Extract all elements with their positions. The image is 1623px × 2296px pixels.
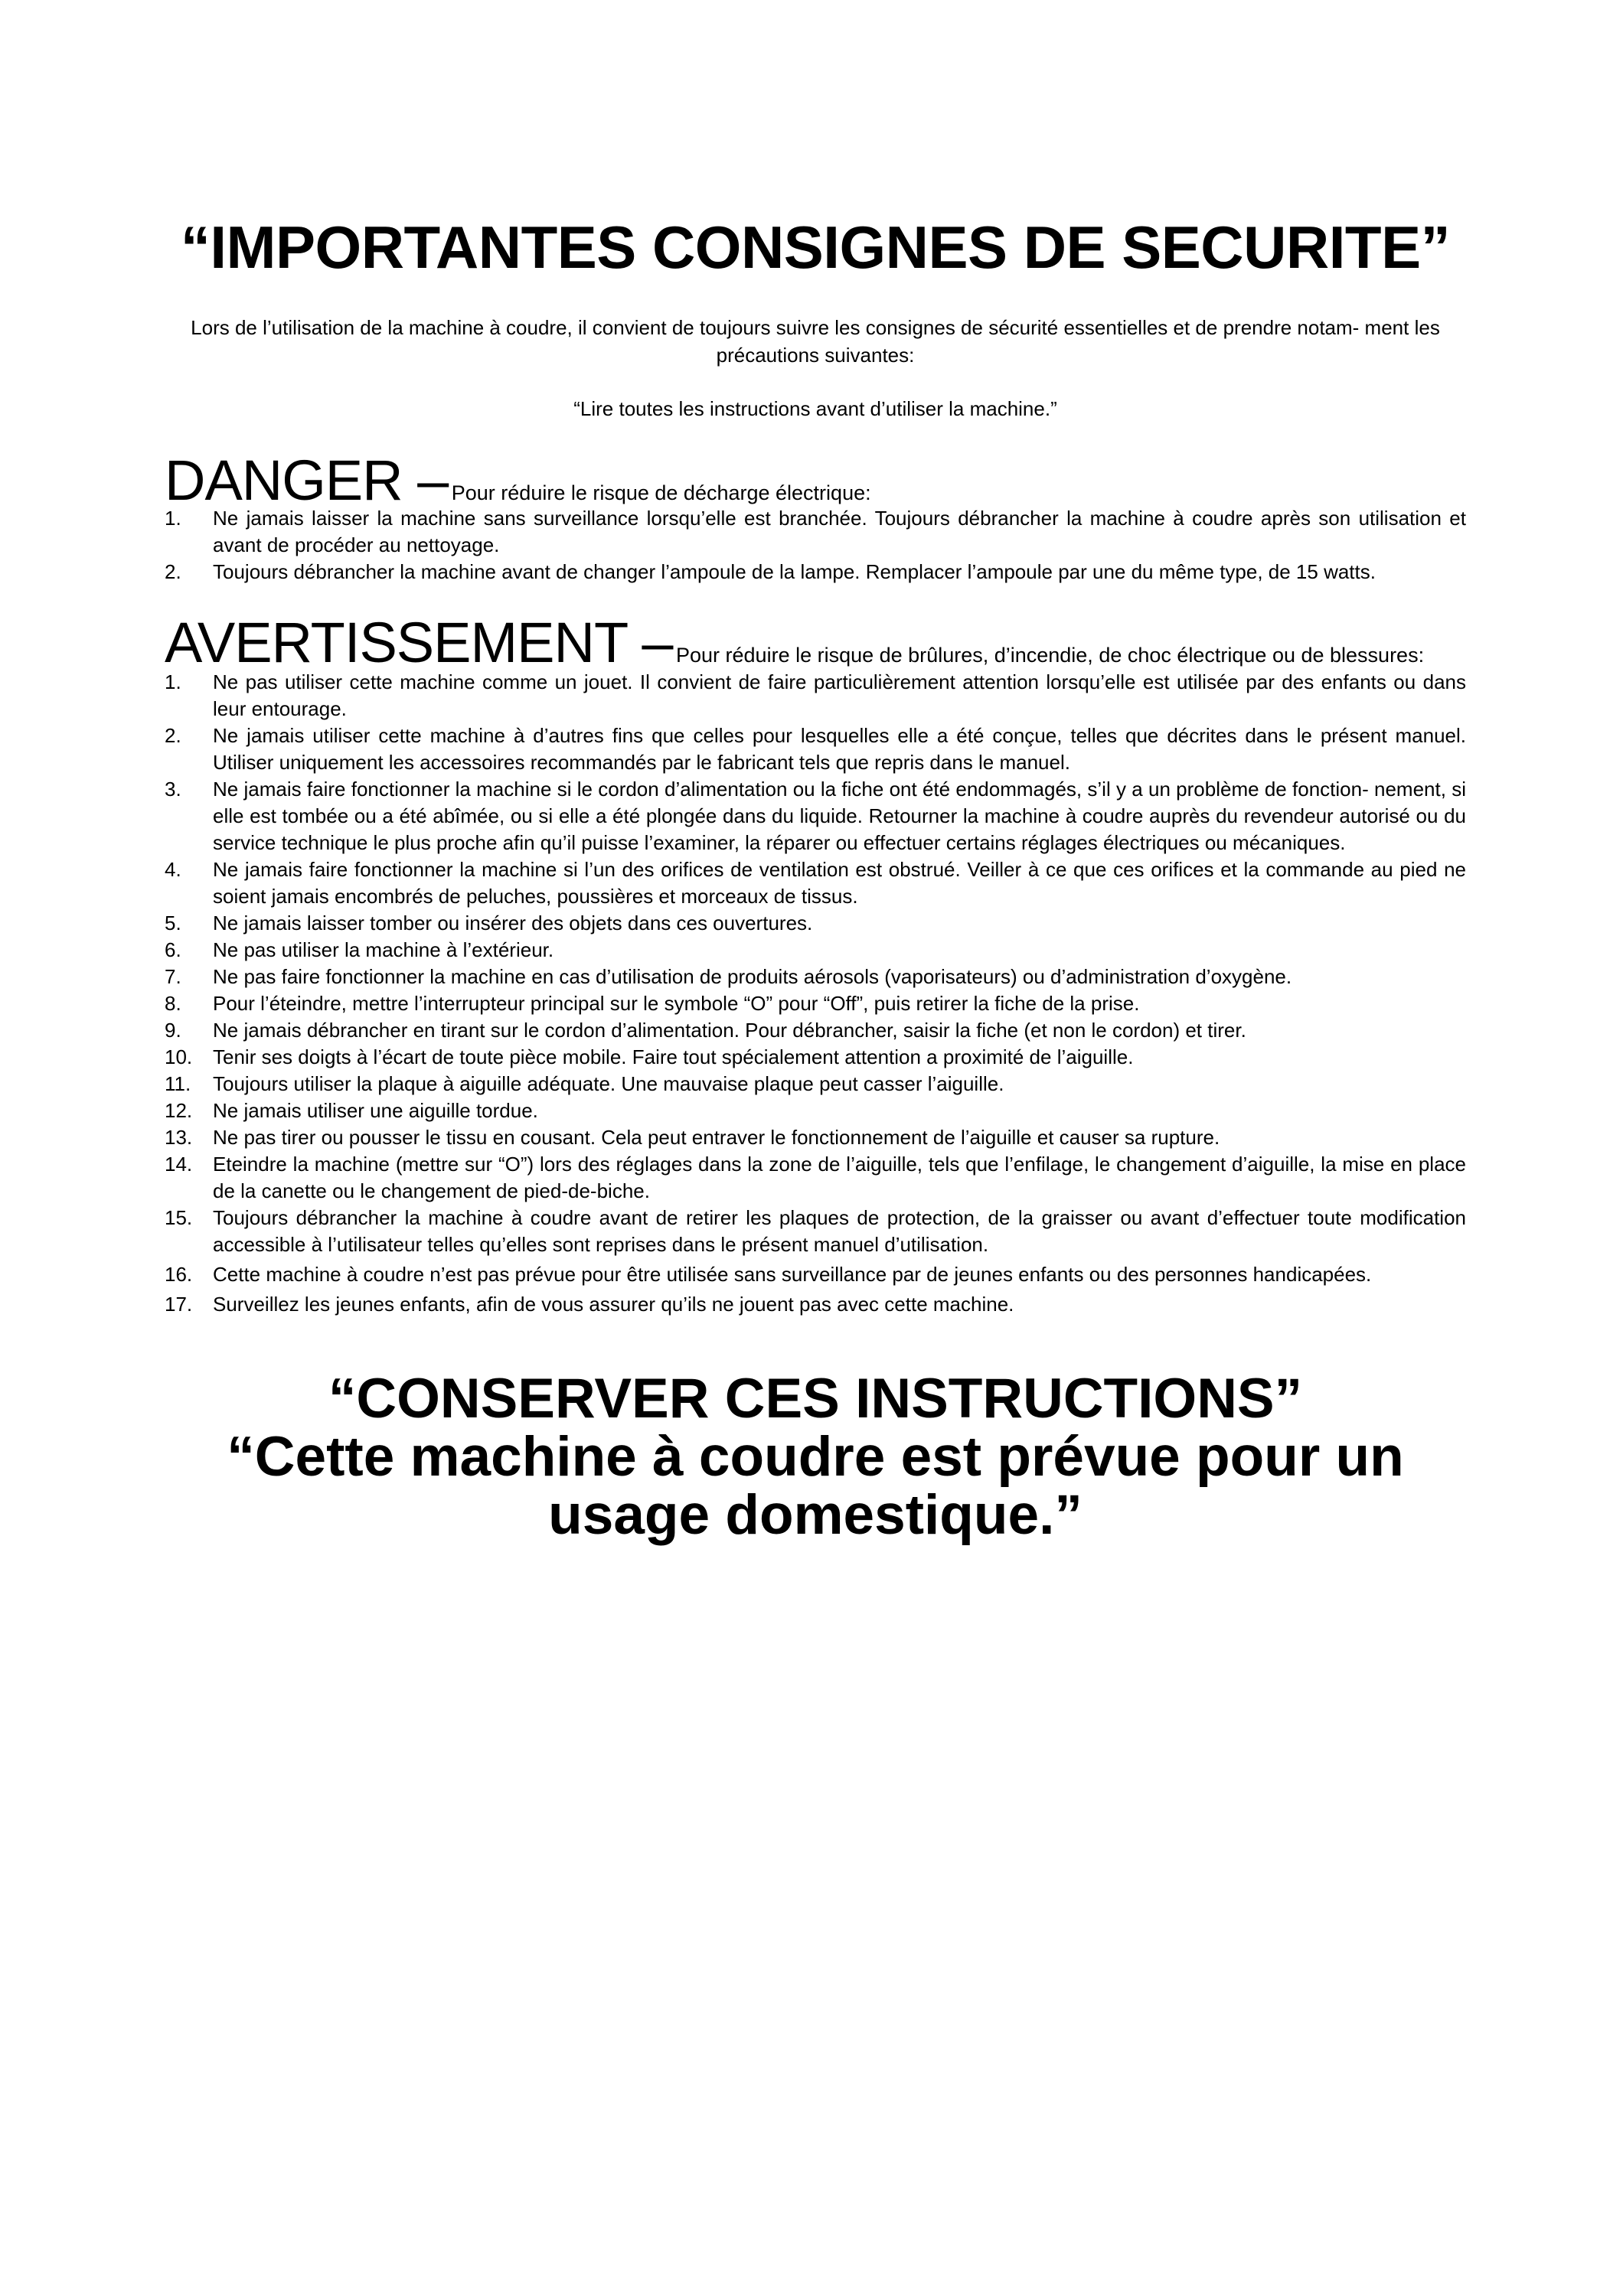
list-item-text: Pour l’éteindre, mettre l’interrupteur principal sur le symbole “O” pour “Off”, puis retirer la fiche de la prise. (213, 992, 1140, 1015)
page-title: “IMPORTANTES CONSIGNES DE SECURITE” (180, 214, 1451, 281)
danger-list (165, 505, 1466, 585)
avertissement-subtitle: Pour réduire le risque de brûlures, d’incendie, de choc électrique ou de blessures: (676, 644, 1425, 667)
list-item-text: Ne pas utiliser cette machine comme un jouet. Il convient de faire particulièrement attention lorsqu’elle est utilisée par des enfants ou dans leur entourage. (213, 670, 1466, 720)
list-item-text: Toujours débrancher la machine avant de changer l’ampoule de la lampe. Remplacer l’ampoule par une du même type, de 15 watts. (213, 560, 1376, 583)
list-item (165, 669, 1466, 722)
list-item (165, 964, 1466, 990)
list-item-number: 7. (165, 965, 181, 988)
list-item-text: Ne jamais laisser tomber ou insérer des objets dans ces ouvertures. (213, 912, 813, 934)
list-item-text: Ne jamais utiliser une aiguille tordue. (213, 1099, 538, 1122)
list-item (165, 776, 1466, 856)
list-item-number: 11. (165, 1072, 191, 1095)
list-item-number: 5. (165, 912, 181, 934)
list-item (165, 990, 1466, 1017)
avertissement-heading (165, 612, 1466, 673)
list-item (165, 1097, 1466, 1124)
list-item-number: 2. (165, 724, 181, 747)
list-item (165, 722, 1466, 776)
list-item-text: Ne jamais faire fonctionner la machine si l’un des orifices de ventilation est obstrué. Veiller à ce que ces orifices et la commande au pied ne soient jamais encombrés de peluches, poussières et morceaux de tissus. (213, 858, 1466, 908)
list-item-number: 4. (165, 858, 181, 881)
list-item (165, 1291, 1466, 1318)
list-item-number: 13. (165, 1126, 193, 1149)
list-item-text: Ne jamais laisser la machine sans surveillance lorsqu’elle est branchée. Toujours débrancher la machine à coudre après son utilisation et avant de procéder au nettoyage. (213, 507, 1466, 556)
avertissement-list (165, 669, 1466, 1318)
list-item-text: Surveillez les jeunes enfants, afin de vous assurer qu’ils ne jouent pas avec cette machine. (213, 1293, 1014, 1316)
list-item (165, 1071, 1466, 1097)
read-instructions-line: “Lire toutes les instructions avant d’utiliser la machine.” (573, 397, 1057, 420)
closing-line-domestic-1: “Cette machine à coudre est prévue pour un (227, 1426, 1404, 1488)
list-item-number: 1. (165, 507, 181, 530)
list-item-number: 3. (165, 778, 181, 801)
closing-line-domestic-2: usage domestique.” (548, 1484, 1083, 1546)
list-item (165, 1205, 1466, 1258)
list-item-text: Cette machine à coudre n’est pas prévue pour être utilisée sans surveillance par de jeunes enfants ou des personnes handicapées. (213, 1263, 1372, 1286)
list-item-text: Ne jamais débrancher en tirant sur le cordon d’alimentation. Pour débrancher, saisir la fiche (et non le cordon) et tirer. (213, 1019, 1246, 1042)
list-item-text: Ne pas utiliser la machine à l’extérieur. (213, 938, 554, 961)
closing-block (165, 1370, 1466, 1544)
list-item-text: Ne pas faire fonctionner la machine en cas d’utilisation de produits aérosols (vaporisateurs) ou d’administration d’oxygène. (213, 965, 1292, 988)
closing-line-keep: “CONSERVER CES INSTRUCTIONS” (328, 1368, 1303, 1430)
list-item-number: 15. (165, 1206, 193, 1229)
list-item-text: Ne pas tirer ou pousser le tissu en cousant. Cela peut entraver le fonctionnement de l’aiguille et causer sa rupture. (213, 1126, 1220, 1149)
list-item (165, 1124, 1466, 1151)
list-item (165, 1261, 1466, 1288)
danger-heading-label: DANGER – (165, 448, 449, 512)
list-item-text: Ne jamais utiliser cette machine à d’autres fins que celles pour lesquelles elle a été conçue, telles que décrites dans le présent manuel. Utiliser uniquement les accessoires recommandés par le fabricant tels que repris dans le manuel. (213, 724, 1466, 774)
list-item-number: 1. (165, 670, 181, 693)
list-item-number: 17. (165, 1293, 193, 1316)
list-item-text: Ne jamais faire fonctionner la machine si le cordon d’alimentation ou la fiche ont été endommagés, s’il y a un problème de fonction- nement, si elle est tombée ou a été abîmée, ou si elle a été plongée dans du liquide. Retourner la machine à coudre auprès du revendeur autorisé ou du service technique le plus proche afin qu’il puisse l’examiner, la réparer ou effectuer certains réglages électriques ou mécaniques. (213, 778, 1466, 854)
list-item-text: Eteindre la machine (mettre sur “O”) lors des réglages dans la zone de l’aiguille, tels que l’enfilage, le changement d’aiguille, la mise en place de la canette ou le changement de pied-de-biche. (213, 1153, 1466, 1202)
list-item-number: 2. (165, 560, 181, 583)
list-item-number: 8. (165, 992, 181, 1015)
list-item-number: 14. (165, 1153, 193, 1176)
danger-subtitle: Pour réduire le risque de décharge électrique: (451, 481, 871, 504)
list-item (165, 559, 1466, 585)
list-item (165, 1151, 1466, 1205)
intro-paragraph: Lors de l’utilisation de la machine à coudre, il convient de toujours suivre les consignes de sécurité essentielles et de prendre notam- ment les précautions suivantes: (191, 316, 1440, 367)
list-item (165, 1044, 1466, 1071)
danger-heading (165, 450, 1466, 511)
avertissement-heading-label: AVERTISSEMENT – (165, 611, 673, 674)
list-item (165, 910, 1466, 937)
list-item-number: 9. (165, 1019, 181, 1042)
list-item (165, 937, 1466, 964)
list-item-text: Tenir ses doigts à l’écart de toute pièce mobile. Faire tout spécialement attention a proximité de l’aiguille. (213, 1045, 1134, 1068)
list-item-number: 6. (165, 938, 181, 961)
list-item-number: 12. (165, 1099, 193, 1122)
list-item-text: Toujours débrancher la machine à coudre avant de retirer les plaques de protection, de la graisser ou avant d’effectuer toute modification accessible à l’utilisateur telles qu’elles sont reprises dans le présent manuel d’utilisation. (213, 1206, 1466, 1256)
list-item-text: Toujours utiliser la plaque à aiguille adéquate. Une mauvaise plaque peut casser l’aiguille. (213, 1072, 1004, 1095)
list-item-number: 16. (165, 1263, 193, 1286)
list-item-number: 10. (165, 1045, 193, 1068)
list-item (165, 1017, 1466, 1044)
list-item (165, 505, 1466, 559)
list-item (165, 856, 1466, 910)
